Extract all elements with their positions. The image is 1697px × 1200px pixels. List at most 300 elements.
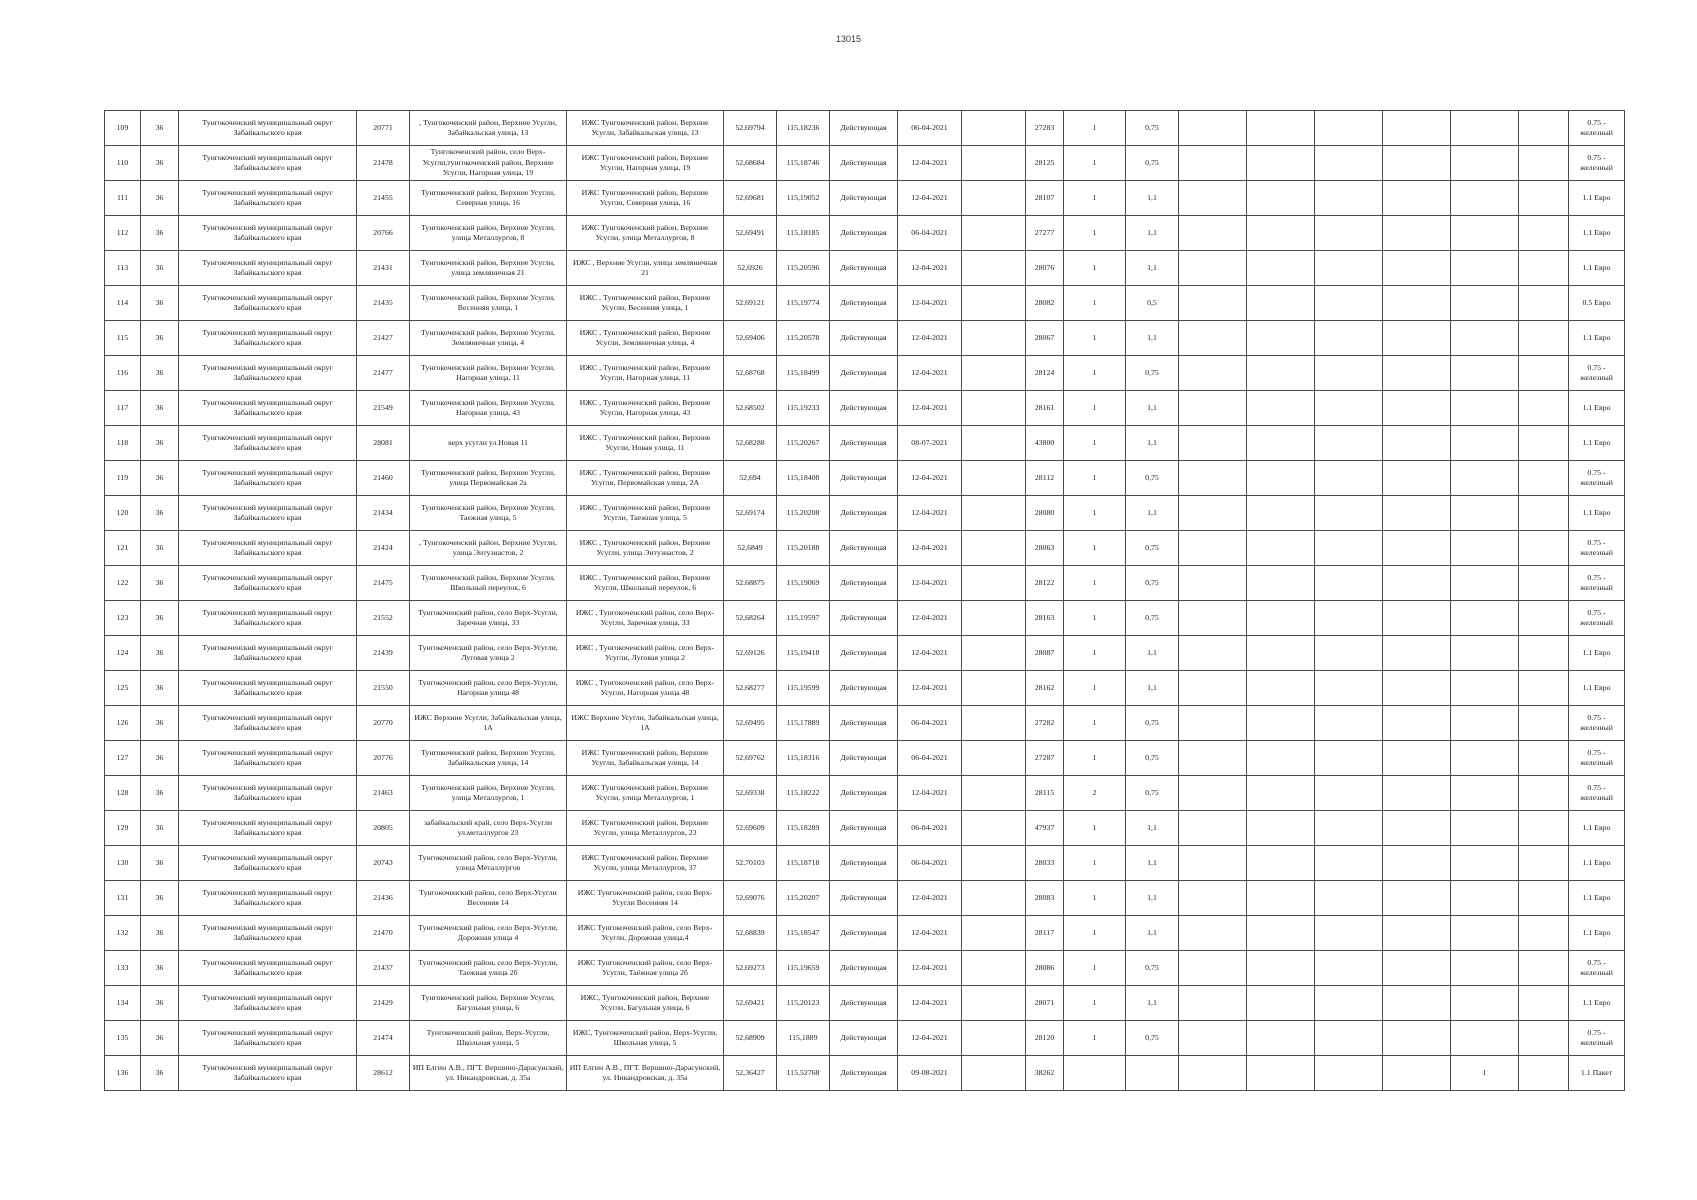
cell-region-code: 36 (141, 566, 179, 601)
cell-municipality: Тунгокоченский муниципальный округ Забайкальского края (179, 741, 357, 776)
cell-empty-col-1 (962, 321, 1026, 356)
cell-municipality: Тунгокоченский муниципальный округ Забайкальского края (179, 531, 357, 566)
cell-address: Тунгокоченский район, Верхние Усугли, Нагорная улица, 11 (410, 356, 567, 391)
cell-container-count: 1 (1064, 496, 1126, 531)
cell-empty-col-1 (962, 1021, 1026, 1056)
cell-empty-col-2 (1179, 986, 1247, 1021)
cell-empty-col-3 (1247, 636, 1315, 671)
cell-container-count: 1 (1064, 951, 1126, 986)
cell-status: Действующая (830, 986, 898, 1021)
cell-status: Действующая (830, 566, 898, 601)
cell-container-count: 1 (1064, 146, 1126, 181)
cell-latitude: 52,68277 (724, 671, 777, 706)
cell-container-count: 1 (1064, 881, 1126, 916)
cell-container-count: 1 (1064, 1021, 1126, 1056)
cell-extra-count (1451, 426, 1519, 461)
cell-empty-col-4 (1315, 776, 1383, 811)
cell-extra-count (1451, 601, 1519, 636)
cell-empty-col-4 (1315, 321, 1383, 356)
cell-empty-col-6 (1519, 146, 1569, 181)
cell-date: 12-04-2021 (898, 566, 962, 601)
cell-municipality: Тунгокоченский муниципальный округ Забайкальского края (179, 391, 357, 426)
cell-status: Действующая (830, 1021, 898, 1056)
cell-region-code: 36 (141, 181, 179, 216)
cell-address: Тунгокоченский район, село Верх-Усугли,тунгокоченский район, Верхние Усугли, Нагорная улица, 19 (410, 146, 567, 181)
cell-empty-col-2 (1179, 776, 1247, 811)
cell-municipality: Тунгокоченский муниципальный округ Забайкальского края (179, 146, 357, 181)
cell-empty-col-3 (1247, 776, 1315, 811)
cell-empty-col-5 (1383, 636, 1451, 671)
cell-longitude: 115,17889 (777, 706, 830, 741)
cell-row-number: 126 (105, 706, 141, 741)
cell-empty-col-1 (962, 146, 1026, 181)
cell-status: Действующая (830, 706, 898, 741)
cell-object-description: ИЖС , Тунгокоченский район, Верхние Усугли, Школьный переулок, 6 (567, 566, 724, 601)
cell-address: Тунгокоченский район, Верхние Усугли, Земляничная улица, 4 (410, 321, 567, 356)
cell-object-description: ИЖС Тунгокоченский район, Верхние Усугли, Нагорная улица, 19 (567, 146, 724, 181)
cell-region-code: 36 (141, 391, 179, 426)
cell-registry-number: 47937 (1026, 811, 1064, 846)
cell-empty-col-2 (1179, 461, 1247, 496)
cell-municipality: Тунгокоченский муниципальный округ Забайкальского края (179, 356, 357, 391)
table-row (105, 811, 1625, 846)
table-row (105, 706, 1625, 741)
cell-date: 12-04-2021 (898, 1021, 962, 1056)
cell-date: 12-04-2021 (898, 916, 962, 951)
table-row (105, 1021, 1625, 1056)
cell-empty-col-4 (1315, 181, 1383, 216)
cell-address: Тунгокоченский район, Верхние Усугли, улица Первомайская 2а (410, 461, 567, 496)
cell-empty-col-3 (1247, 566, 1315, 601)
cell-empty-col-4 (1315, 741, 1383, 776)
cell-empty-col-5 (1383, 916, 1451, 951)
cell-extra-count (1451, 706, 1519, 741)
cell-address: Тунгокоченский район, село Верх-Усугли, улица Металлургов (410, 846, 567, 881)
cell-date: 12-04-2021 (898, 391, 962, 426)
cell-date: 06-04-2021 (898, 706, 962, 741)
cell-empty-col-5 (1383, 951, 1451, 986)
cell-extra-count (1451, 881, 1519, 916)
cell-object-id: 28612 (357, 1056, 410, 1091)
cell-empty-col-2 (1179, 951, 1247, 986)
cell-container-count: 1 (1064, 181, 1126, 216)
cell-object-id: 20805 (357, 811, 410, 846)
cell-row-number: 127 (105, 741, 141, 776)
cell-region-code: 36 (141, 461, 179, 496)
cell-date: 12-04-2021 (898, 671, 962, 706)
cell-object-id: 21550 (357, 671, 410, 706)
cell-longitude: 115,18236 (777, 111, 830, 146)
cell-status: Действующая (830, 776, 898, 811)
cell-empty-col-6 (1519, 111, 1569, 146)
table-row (105, 286, 1625, 321)
cell-container-count: 1 (1064, 916, 1126, 951)
cell-extra-count (1451, 916, 1519, 951)
cell-empty-col-6 (1519, 846, 1569, 881)
cell-date: 08-07-2021 (898, 426, 962, 461)
cell-object-id: 21435 (357, 286, 410, 321)
cell-empty-col-4 (1315, 706, 1383, 741)
cell-longitude: 115,18316 (777, 741, 830, 776)
cell-object-id: 28081 (357, 426, 410, 461)
table-row (105, 146, 1625, 181)
cell-container-volume: 0,75 (1126, 601, 1179, 636)
cell-registry-number: 28124 (1026, 356, 1064, 391)
cell-longitude: 115,20596 (777, 251, 830, 286)
cell-empty-col-4 (1315, 426, 1383, 461)
cell-container-type: 0.5 Евро (1569, 286, 1625, 321)
cell-row-number: 114 (105, 286, 141, 321)
cell-longitude: 115,20188 (777, 531, 830, 566)
cell-object-description: ИЖС, Тунгокоченский район, Верхние Усугли, Багульная улица, 6 (567, 986, 724, 1021)
cell-empty-col-3 (1247, 461, 1315, 496)
cell-container-type: 1.1 Евро (1569, 391, 1625, 426)
cell-empty-col-6 (1519, 216, 1569, 251)
cell-region-code: 36 (141, 356, 179, 391)
cell-address: верх усугли ул.Новая 11 (410, 426, 567, 461)
cell-municipality: Тунгокоченский муниципальный округ Забайкальского края (179, 181, 357, 216)
cell-empty-col-6 (1519, 321, 1569, 356)
table-row (105, 111, 1625, 146)
cell-empty-col-4 (1315, 986, 1383, 1021)
cell-object-description: ИЖС Тунгокоченский район, Верхние Усугли, Забайкальская улица, 14 (567, 741, 724, 776)
cell-extra-count (1451, 776, 1519, 811)
cell-container-type: 1.1 Евро (1569, 846, 1625, 881)
cell-object-id: 21552 (357, 601, 410, 636)
cell-empty-col-5 (1383, 986, 1451, 1021)
cell-object-description: ИЖС Тунгокоченский район, Верхние Усугли, улица Металлургов, 23 (567, 811, 724, 846)
cell-extra-count (1451, 321, 1519, 356)
cell-empty-col-5 (1383, 1021, 1451, 1056)
cell-municipality: Тунгокоченский муниципальный округ Забайкальского края (179, 321, 357, 356)
table-row (105, 881, 1625, 916)
cell-container-volume: 1,1 (1126, 426, 1179, 461)
cell-empty-col-6 (1519, 741, 1569, 776)
cell-address: Тунгокоченский район, Верхние Усугли, Багульная улица, 6 (410, 986, 567, 1021)
cell-empty-col-4 (1315, 461, 1383, 496)
cell-empty-col-2 (1179, 1056, 1247, 1091)
cell-registry-number: 28083 (1026, 881, 1064, 916)
cell-latitude: 52,69121 (724, 286, 777, 321)
cell-extra-count (1451, 846, 1519, 881)
cell-container-count: 1 (1064, 321, 1126, 356)
cell-container-count: 1 (1064, 391, 1126, 426)
cell-latitude: 52,68909 (724, 1021, 777, 1056)
cell-object-description: ИЖС , Тунгокоченский район, Верхние Усугли, Земляничная улица, 4 (567, 321, 724, 356)
cell-empty-col-6 (1519, 671, 1569, 706)
cell-empty-col-3 (1247, 951, 1315, 986)
cell-container-type: 0.75 - железный (1569, 951, 1625, 986)
cell-container-type: 0.75 - железный (1569, 146, 1625, 181)
cell-empty-col-4 (1315, 146, 1383, 181)
cell-registry-number: 28082 (1026, 286, 1064, 321)
cell-address: Тунгокоченский район, Верхние Усугли, Забайкальская улица, 14 (410, 741, 567, 776)
cell-region-code: 36 (141, 1056, 179, 1091)
cell-region-code: 36 (141, 776, 179, 811)
cell-empty-col-1 (962, 356, 1026, 391)
cell-container-type: 0.75 - железный (1569, 111, 1625, 146)
cell-latitude: 52,70103 (724, 846, 777, 881)
cell-empty-col-3 (1247, 146, 1315, 181)
cell-container-volume: 1,1 (1126, 916, 1179, 951)
cell-registry-number: 28086 (1026, 951, 1064, 986)
cell-longitude: 115,20267 (777, 426, 830, 461)
cell-empty-col-6 (1519, 286, 1569, 321)
cell-empty-col-2 (1179, 426, 1247, 461)
cell-empty-col-1 (962, 601, 1026, 636)
cell-row-number: 132 (105, 916, 141, 951)
cell-container-volume: 1,1 (1126, 846, 1179, 881)
cell-row-number: 113 (105, 251, 141, 286)
cell-registry-number: 28125 (1026, 146, 1064, 181)
cell-municipality: Тунгокоченский муниципальный округ Забайкальского края (179, 951, 357, 986)
cell-date: 12-04-2021 (898, 286, 962, 321)
cell-longitude: 115,1889 (777, 1021, 830, 1056)
cell-row-number: 109 (105, 111, 141, 146)
cell-container-type: 1.1 Евро (1569, 321, 1625, 356)
cell-address: Тунгокоченский район, Верхние Усугли, улица земляничная 21 (410, 251, 567, 286)
cell-object-description: ИЖС , Тунгокоченский район, Верхние Усугли, улица Энтузиастов, 2 (567, 531, 724, 566)
cell-municipality: Тунгокоченский муниципальный округ Забайкальского края (179, 706, 357, 741)
table-row (105, 251, 1625, 286)
cell-longitude: 115,18222 (777, 776, 830, 811)
cell-container-volume: 0,75 (1126, 111, 1179, 146)
cell-container-count: 1 (1064, 111, 1126, 146)
cell-extra-count (1451, 216, 1519, 251)
cell-container-type: 1.1 Евро (1569, 881, 1625, 916)
cell-region-code: 36 (141, 846, 179, 881)
cell-latitude: 52,68684 (724, 146, 777, 181)
cell-status: Действующая (830, 251, 898, 286)
cell-longitude: 115,18499 (777, 356, 830, 391)
table-row (105, 601, 1625, 636)
cell-longitude: 115,19052 (777, 181, 830, 216)
cell-empty-col-1 (962, 461, 1026, 496)
cell-address: Тунгокоченский район, Верхние Усугли, Весенняя улица, 1 (410, 286, 567, 321)
cell-empty-col-4 (1315, 811, 1383, 846)
cell-row-number: 111 (105, 181, 141, 216)
cell-longitude: 115,20578 (777, 321, 830, 356)
cell-latitude: 52,69174 (724, 496, 777, 531)
cell-extra-count (1451, 111, 1519, 146)
table-row (105, 181, 1625, 216)
cell-object-description: ИЖС Тунгокоченский район, Верхние Усугли, улица Металлургов, 37 (567, 846, 724, 881)
cell-extra-count (1451, 741, 1519, 776)
cell-empty-col-5 (1383, 216, 1451, 251)
cell-empty-col-1 (962, 951, 1026, 986)
cell-empty-col-4 (1315, 566, 1383, 601)
cell-empty-col-2 (1179, 356, 1247, 391)
table-row (105, 391, 1625, 426)
cell-longitude: 115,20208 (777, 496, 830, 531)
cell-empty-col-1 (962, 216, 1026, 251)
table-row (105, 916, 1625, 951)
cell-empty-col-2 (1179, 286, 1247, 321)
cell-municipality: Тунгокоченский муниципальный округ Забайкальского края (179, 636, 357, 671)
cell-empty-col-6 (1519, 776, 1569, 811)
cell-address: ИЖС Верхние Усугли, Забайкальская улица, 1А (410, 706, 567, 741)
cell-registry-number: 27283 (1026, 111, 1064, 146)
cell-empty-col-3 (1247, 216, 1315, 251)
cell-latitude: 52,69794 (724, 111, 777, 146)
cell-container-type: 0.75 - железный (1569, 776, 1625, 811)
cell-empty-col-4 (1315, 111, 1383, 146)
cell-container-type: 1.1 Евро (1569, 671, 1625, 706)
cell-empty-col-3 (1247, 881, 1315, 916)
cell-municipality: Тунгокоченский муниципальный округ Забайкальского края (179, 846, 357, 881)
table-row (105, 846, 1625, 881)
cell-empty-col-1 (962, 706, 1026, 741)
cell-status: Действующая (830, 741, 898, 776)
cell-status: Действующая (830, 881, 898, 916)
cell-container-count: 2 (1064, 776, 1126, 811)
cell-empty-col-3 (1247, 251, 1315, 286)
cell-object-description: ИЖС Верхние Усугли, Забайкальская улица, 1А (567, 706, 724, 741)
cell-address: Тунгокоченский район, село Верх-Усугли, Заречная улица, 33 (410, 601, 567, 636)
cell-address: Тунгокоченский район, Верх-Усугли, Школьная улица, 5 (410, 1021, 567, 1056)
cell-container-type: 0.75 - железный (1569, 601, 1625, 636)
cell-registry-number: 28071 (1026, 986, 1064, 1021)
cell-empty-col-1 (962, 916, 1026, 951)
cell-row-number: 129 (105, 811, 141, 846)
cell-container-volume: 0,75 (1126, 531, 1179, 566)
cell-empty-col-6 (1519, 181, 1569, 216)
cell-region-code: 36 (141, 111, 179, 146)
cell-latitude: 52,69406 (724, 321, 777, 356)
cell-registry-number: 28063 (1026, 531, 1064, 566)
cell-empty-col-1 (962, 496, 1026, 531)
cell-container-count: 1 (1064, 356, 1126, 391)
cell-address: Тунгокоченский район, Верхние Усугли, Таежная улица, 5 (410, 496, 567, 531)
cell-empty-col-6 (1519, 811, 1569, 846)
cell-address: ИП Елгин А.В., ПГТ. Вершино-Дарасунский, ул. Никандровская, д. 35а (410, 1056, 567, 1091)
cell-latitude: 52,68264 (724, 601, 777, 636)
cell-empty-col-5 (1383, 146, 1451, 181)
cell-latitude: 52,68288 (724, 426, 777, 461)
cell-object-description: ИП Елгин А.В., ПГТ. Вершино-Дарасунский, ул. Никандровская, д. 35а (567, 1056, 724, 1091)
cell-extra-count: 1 (1451, 1056, 1519, 1091)
cell-status: Действующая (830, 811, 898, 846)
cell-container-count: 1 (1064, 286, 1126, 321)
cell-empty-col-2 (1179, 251, 1247, 286)
cell-container-type: 1.1 Евро (1569, 251, 1625, 286)
cell-empty-col-4 (1315, 916, 1383, 951)
cell-empty-col-1 (962, 251, 1026, 286)
cell-container-count: 1 (1064, 216, 1126, 251)
cell-empty-col-3 (1247, 111, 1315, 146)
cell-row-number: 124 (105, 636, 141, 671)
table-row (105, 531, 1625, 566)
cell-extra-count (1451, 531, 1519, 566)
cell-object-description: ИЖС Тунгокоченский район, Верхние Усугли, Забайкальская улица, 13 (567, 111, 724, 146)
cell-date: 06-04-2021 (898, 846, 962, 881)
cell-region-code: 36 (141, 951, 179, 986)
register-body (105, 111, 1625, 1091)
cell-object-description: ИЖС , Верхние Усугли, улица земляничная 21 (567, 251, 724, 286)
cell-row-number: 117 (105, 391, 141, 426)
cell-object-id: 21549 (357, 391, 410, 426)
cell-municipality: Тунгокоченский муниципальный округ Забайкальского края (179, 496, 357, 531)
cell-address: Тунгокоченский район, село Верх-Усугли, Луговая улица 2 (410, 636, 567, 671)
cell-empty-col-5 (1383, 461, 1451, 496)
cell-address: Тунгокоченский район, село Верх-Усугли, Таежная улица 2б (410, 951, 567, 986)
cell-empty-col-6 (1519, 461, 1569, 496)
cell-empty-col-2 (1179, 916, 1247, 951)
cell-longitude: 115,20207 (777, 881, 830, 916)
cell-empty-col-5 (1383, 181, 1451, 216)
cell-row-number: 133 (105, 951, 141, 986)
cell-date: 12-04-2021 (898, 636, 962, 671)
cell-empty-col-5 (1383, 321, 1451, 356)
cell-empty-col-3 (1247, 986, 1315, 1021)
cell-object-id: 21460 (357, 461, 410, 496)
cell-empty-col-4 (1315, 286, 1383, 321)
cell-extra-count (1451, 986, 1519, 1021)
cell-container-type: 0.75 - железный (1569, 461, 1625, 496)
cell-latitude: 52,6926 (724, 251, 777, 286)
cell-object-id: 21427 (357, 321, 410, 356)
cell-object-description: ИЖС Тунгокоченский район, село Верх-Усугли, Дорожная улица,4 (567, 916, 724, 951)
cell-empty-col-5 (1383, 671, 1451, 706)
cell-region-code: 36 (141, 671, 179, 706)
cell-empty-col-3 (1247, 1021, 1315, 1056)
table-row (105, 1056, 1625, 1091)
cell-empty-col-3 (1247, 286, 1315, 321)
cell-longitude: 115,52768 (777, 1056, 830, 1091)
cell-extra-count (1451, 951, 1519, 986)
cell-status: Действующая (830, 846, 898, 881)
cell-latitude: 52,6849 (724, 531, 777, 566)
cell-municipality: Тунгокоченский муниципальный округ Забайкальского края (179, 251, 357, 286)
cell-region-code: 36 (141, 881, 179, 916)
cell-object-id: 21424 (357, 531, 410, 566)
cell-row-number: 112 (105, 216, 141, 251)
cell-status: Действующая (830, 951, 898, 986)
cell-empty-col-1 (962, 636, 1026, 671)
cell-empty-col-3 (1247, 846, 1315, 881)
table-row (105, 741, 1625, 776)
cell-row-number: 130 (105, 846, 141, 881)
cell-object-description: ИЖС, Тунгокоченский район, Верх-Усугли, Школьная улица, 5 (567, 1021, 724, 1056)
cell-object-id: 21429 (357, 986, 410, 1021)
cell-object-description: ИЖС , Тунгокоченский район, село Верх-Усугли, Нагорная улица 48 (567, 671, 724, 706)
cell-date: 12-04-2021 (898, 356, 962, 391)
cell-empty-col-1 (962, 531, 1026, 566)
cell-object-id: 20771 (357, 111, 410, 146)
cell-status: Действующая (830, 321, 898, 356)
cell-empty-col-1 (962, 986, 1026, 1021)
cell-container-count: 1 (1064, 741, 1126, 776)
cell-longitude: 115,20123 (777, 986, 830, 1021)
cell-row-number: 110 (105, 146, 141, 181)
cell-container-type: 1.1 Евро (1569, 636, 1625, 671)
cell-container-type: 0.75 - железный (1569, 356, 1625, 391)
cell-empty-col-3 (1247, 356, 1315, 391)
cell-container-type: 1.1 Евро (1569, 216, 1625, 251)
cell-object-id: 21455 (357, 181, 410, 216)
cell-status: Действующая (830, 216, 898, 251)
cell-empty-col-1 (962, 811, 1026, 846)
cell-row-number: 118 (105, 426, 141, 461)
cell-container-type: 0.75 - железный (1569, 1021, 1625, 1056)
cell-container-volume: 1,1 (1126, 216, 1179, 251)
cell-empty-col-1 (962, 671, 1026, 706)
cell-empty-col-4 (1315, 1056, 1383, 1091)
cell-object-id: 21434 (357, 496, 410, 531)
cell-object-description: ИЖС , Тунгокоченский район, Верхние Усугли, Таежная улица, 5 (567, 496, 724, 531)
cell-container-volume: 0,75 (1126, 356, 1179, 391)
cell-object-id: 21437 (357, 951, 410, 986)
